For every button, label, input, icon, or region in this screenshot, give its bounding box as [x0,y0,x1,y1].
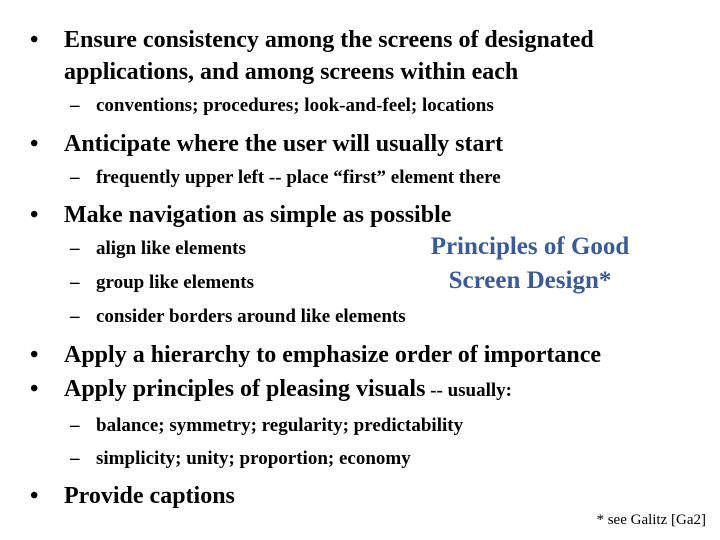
sub-bullet-align [70,237,246,261]
sub-bullet-dash: – [70,95,80,116]
sub-bullet-text: align like elements [96,238,246,259]
sub-bullet-text: simplicity; unity; proportion; economy [96,448,411,469]
sub-bullet-text: conventions; procedures; look-and-feel; locations [96,95,494,116]
sub-bullet-text: consider borders around like elements [96,306,406,327]
bullet-dot: • [30,483,39,509]
slide-title [402,230,658,298]
bullet-consistency [30,24,594,88]
bullet-dot: • [30,202,39,228]
sub-bullet-dash: – [70,238,80,259]
bullet-text-line2: applications, and among screens within each [64,59,519,85]
sub-bullet-text: group like elements [96,272,254,293]
sub-bullet-dash: – [70,272,80,293]
sub-bullet-dash: – [70,448,80,469]
sub-bullet-upper-left [70,166,501,190]
sub-bullet-borders [70,305,406,329]
bullet-dot: • [30,342,39,368]
sub-bullet-dash: – [70,167,80,188]
bullet-pleasing-visuals [30,373,512,407]
sub-bullet-simplicity [70,447,411,471]
bullet-text-suffix: -- usually: [425,380,512,401]
sub-bullet-text: frequently upper left -- place “first” element there [96,167,501,188]
sub-bullet-text: balance; symmetry; regularity; predictability [96,415,464,436]
bullet-anticipate [30,128,504,160]
bullet-dot: • [30,27,39,53]
bullet-hierarchy [30,339,602,371]
bullet-captions [30,480,235,512]
bullet-text: Provide captions [64,483,235,509]
slide-title-line2: Screen Design* [448,267,612,294]
bullet-text: Make navigation as simple as possible [64,202,452,228]
sub-bullet-group [70,271,254,295]
bullet-dot: • [30,131,39,157]
bullet-navigation [30,199,452,231]
footnote: * see Galitz [Ga2] [596,512,706,528]
bullet-text: Apply a hierarchy to emphasize order of importance [64,342,602,368]
sub-bullet-dash: – [70,415,80,436]
bullet-text-line1: Ensure consistency among the screens of designated [64,27,594,53]
bullet-dot: • [30,376,39,402]
sub-bullet-conventions [70,94,494,118]
sub-bullet-balance [70,414,464,438]
bullet-text: Anticipate where the user will usually start [64,131,504,157]
bullet-text: Apply principles of pleasing visuals [64,376,426,402]
sub-bullet-dash: – [70,306,80,327]
slide-title-line1: Principles of Good [430,233,630,260]
